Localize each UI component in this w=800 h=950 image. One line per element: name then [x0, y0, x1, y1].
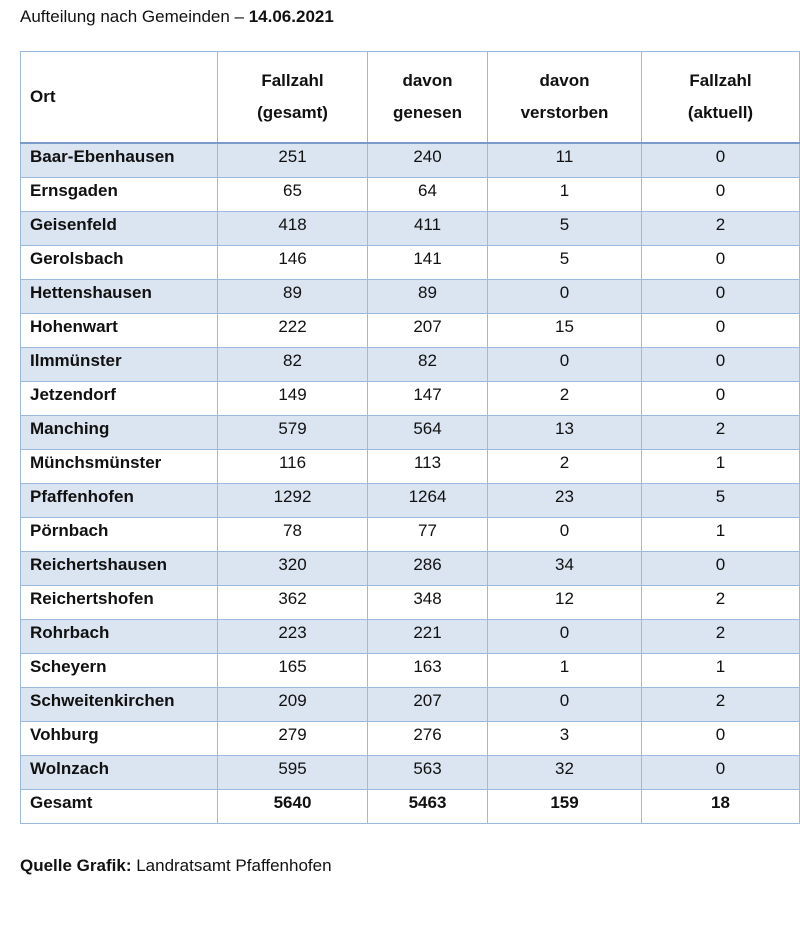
cell-genesen: 163 — [368, 654, 488, 688]
cell-ort: Hettenshausen — [21, 280, 218, 314]
cell-ort: Pfaffenhofen — [21, 484, 218, 518]
cell-verstorben: 1 — [488, 178, 642, 212]
table-row — [21, 450, 800, 484]
cell-genesen: 348 — [368, 586, 488, 620]
cell-fallzahl-aktuell: 0 — [642, 756, 800, 790]
cell-verstorben: 23 — [488, 484, 642, 518]
cell-fallzahl-gesamt: 65 — [218, 178, 368, 212]
cell-ort: Ilmmünster — [21, 348, 218, 382]
source-value: Landratsamt Pfaffenhofen — [131, 856, 332, 875]
cell-verstorben: 32 — [488, 756, 642, 790]
cell-genesen: 113 — [368, 450, 488, 484]
cell-fallzahl-gesamt: 223 — [218, 620, 368, 654]
table-body — [21, 143, 800, 824]
header-label: Ort — [30, 87, 56, 106]
header-fallzahl-gesamt — [218, 52, 368, 144]
cell-verstorben: 0 — [488, 280, 642, 314]
page-title — [20, 7, 334, 27]
cell-ort: Jetzendorf — [21, 382, 218, 416]
cell-verstorben: 11 — [488, 143, 642, 178]
cell-genesen: 147 — [368, 382, 488, 416]
cell-verstorben: 34 — [488, 552, 642, 586]
cell-fallzahl-gesamt: 209 — [218, 688, 368, 722]
table-row — [21, 280, 800, 314]
cell-verstorben: 5 — [488, 212, 642, 246]
header-sublabel: (gesamt) — [257, 103, 328, 122]
cell-fallzahl-aktuell: 0 — [642, 314, 800, 348]
cell-fallzahl-gesamt: 279 — [218, 722, 368, 756]
table-row — [21, 620, 800, 654]
cell-genesen: 89 — [368, 280, 488, 314]
header-verstorben — [488, 52, 642, 144]
cell-fallzahl-aktuell: 1 — [642, 518, 800, 552]
cell-fallzahl-aktuell: 0 — [642, 178, 800, 212]
cell-genesen: 276 — [368, 722, 488, 756]
table-row — [21, 484, 800, 518]
cell-fallzahl-aktuell: 5 — [642, 484, 800, 518]
header-label: davon — [402, 71, 453, 90]
table-row — [21, 143, 800, 178]
cell-fallzahl-gesamt: 222 — [218, 314, 368, 348]
cell-verstorben: 0 — [488, 348, 642, 382]
cell-verstorben: 2 — [488, 382, 642, 416]
table-row — [21, 654, 800, 688]
cell-genesen: 564 — [368, 416, 488, 450]
table-row — [21, 246, 800, 280]
cell-fallzahl-aktuell: 0 — [642, 246, 800, 280]
table-row — [21, 178, 800, 212]
cell-ort: Reichertshausen — [21, 552, 218, 586]
header-ort — [21, 52, 218, 144]
cell-fallzahl-gesamt: 251 — [218, 143, 368, 178]
cell-fallzahl-gesamt: 82 — [218, 348, 368, 382]
cell-fallzahl-aktuell: 0 — [642, 280, 800, 314]
cell-ort: Ernsgaden — [21, 178, 218, 212]
header-sublabel: verstorben — [520, 103, 609, 122]
cell-verstorben: 3 — [488, 722, 642, 756]
cell-ort: Rohrbach — [21, 620, 218, 654]
cell-verstorben: 5 — [488, 246, 642, 280]
header-sublabel: (aktuell) — [687, 103, 754, 122]
total-cell-fallzahl-gesamt: 5640 — [218, 790, 368, 824]
cell-verstorben: 1 — [488, 654, 642, 688]
cell-verstorben: 15 — [488, 314, 642, 348]
header-label: davon — [539, 71, 590, 90]
cell-genesen: 77 — [368, 518, 488, 552]
cell-genesen: 141 — [368, 246, 488, 280]
table-row — [21, 756, 800, 790]
cell-genesen: 221 — [368, 620, 488, 654]
cell-verstorben: 2 — [488, 450, 642, 484]
cell-ort: Scheyern — [21, 654, 218, 688]
cell-verstorben: 13 — [488, 416, 642, 450]
header-genesen — [368, 52, 488, 144]
header-label: Fallzahl — [261, 71, 324, 90]
cell-fallzahl-gesamt: 579 — [218, 416, 368, 450]
cell-fallzahl-aktuell: 0 — [642, 143, 800, 178]
cell-genesen: 411 — [368, 212, 488, 246]
cell-verstorben: 0 — [488, 518, 642, 552]
cell-fallzahl-aktuell: 0 — [642, 382, 800, 416]
total-cell-fallzahl-aktuell: 18 — [642, 790, 800, 824]
cell-genesen: 64 — [368, 178, 488, 212]
cell-genesen: 240 — [368, 143, 488, 178]
cell-verstorben: 0 — [488, 688, 642, 722]
cell-verstorben: 0 — [488, 620, 642, 654]
cell-ort: Baar-Ebenhausen — [21, 143, 218, 178]
cell-ort: Hohenwart — [21, 314, 218, 348]
cell-fallzahl-aktuell: 0 — [642, 722, 800, 756]
header-fallzahl-aktuell — [642, 52, 800, 144]
cell-ort: Geisenfeld — [21, 212, 218, 246]
cell-ort: Reichertshofen — [21, 586, 218, 620]
cell-fallzahl-aktuell: 2 — [642, 212, 800, 246]
table-row — [21, 518, 800, 552]
table-row — [21, 722, 800, 756]
table-row — [21, 314, 800, 348]
cell-ort: Schweitenkirchen — [21, 688, 218, 722]
cell-fallzahl-gesamt: 362 — [218, 586, 368, 620]
cell-fallzahl-gesamt: 595 — [218, 756, 368, 790]
table-row — [21, 212, 800, 246]
cell-fallzahl-gesamt: 78 — [218, 518, 368, 552]
cell-ort: Münchsmünster — [21, 450, 218, 484]
cell-fallzahl-gesamt: 146 — [218, 246, 368, 280]
cell-fallzahl-aktuell: 0 — [642, 348, 800, 382]
header-row — [21, 52, 800, 144]
cell-fallzahl-aktuell: 1 — [642, 654, 800, 688]
cell-fallzahl-gesamt: 1292 — [218, 484, 368, 518]
source-note — [20, 856, 332, 876]
cell-fallzahl-gesamt: 149 — [218, 382, 368, 416]
total-cell-verstorben: 159 — [488, 790, 642, 824]
table-row — [21, 348, 800, 382]
cell-fallzahl-aktuell: 0 — [642, 552, 800, 586]
cell-ort: Gerolsbach — [21, 246, 218, 280]
table-row — [21, 688, 800, 722]
cell-ort: Wolnzach — [21, 756, 218, 790]
table-row — [21, 382, 800, 416]
cases-table — [20, 51, 800, 824]
cell-genesen: 1264 — [368, 484, 488, 518]
cell-ort: Pörnbach — [21, 518, 218, 552]
cell-fallzahl-aktuell: 2 — [642, 416, 800, 450]
table-row — [21, 416, 800, 450]
table-row — [21, 586, 800, 620]
cell-fallzahl-aktuell: 2 — [642, 620, 800, 654]
cell-fallzahl-gesamt: 116 — [218, 450, 368, 484]
cell-fallzahl-gesamt: 320 — [218, 552, 368, 586]
cell-fallzahl-gesamt: 418 — [218, 212, 368, 246]
total-cell-genesen: 5463 — [368, 790, 488, 824]
cell-genesen: 286 — [368, 552, 488, 586]
header-sublabel: genesen — [393, 103, 462, 122]
source-label: Quelle Grafik: — [20, 856, 132, 875]
cell-genesen: 207 — [368, 688, 488, 722]
cell-fallzahl-aktuell: 2 — [642, 688, 800, 722]
cell-ort: Manching — [21, 416, 218, 450]
total-row — [21, 790, 800, 824]
cell-genesen: 563 — [368, 756, 488, 790]
cell-fallzahl-aktuell: 1 — [642, 450, 800, 484]
title-date: 14.06.2021 — [248, 7, 334, 26]
table-row — [21, 552, 800, 586]
cell-genesen: 207 — [368, 314, 488, 348]
cell-genesen: 82 — [368, 348, 488, 382]
cell-fallzahl-gesamt: 89 — [218, 280, 368, 314]
title-text: Aufteilung nach Gemeinden – — [20, 7, 249, 26]
cell-ort: Vohburg — [21, 722, 218, 756]
total-cell-ort: Gesamt — [21, 790, 218, 824]
cell-verstorben: 12 — [488, 586, 642, 620]
cell-fallzahl-aktuell: 2 — [642, 586, 800, 620]
cell-fallzahl-gesamt: 165 — [218, 654, 368, 688]
header-label: Fallzahl — [689, 71, 752, 90]
